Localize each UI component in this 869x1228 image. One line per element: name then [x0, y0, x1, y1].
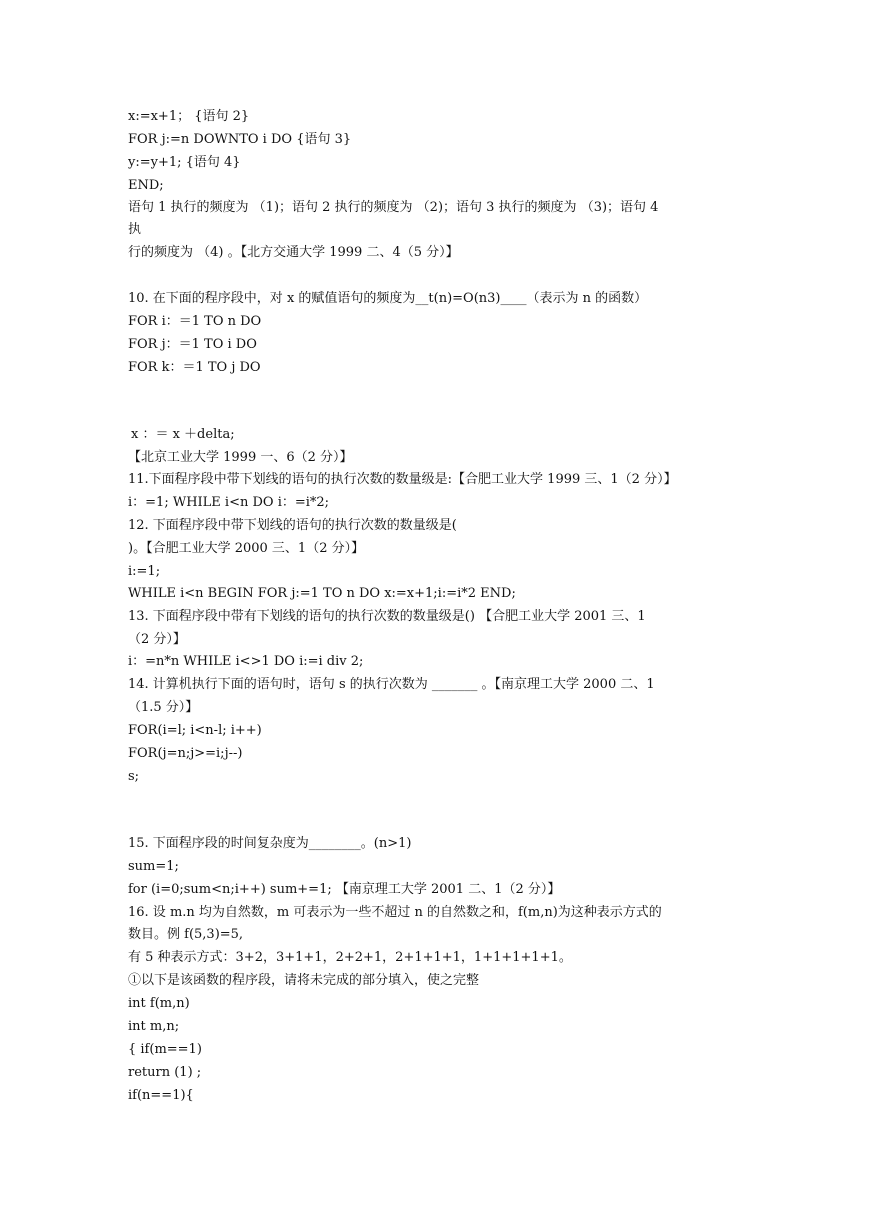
code-line: s; — [128, 769, 140, 784]
code-line: { if(m==1) — [128, 1042, 202, 1057]
question-15: 15. 下面程序段的时间复杂度为________。(n>1) — [128, 836, 412, 851]
text-line: 语句 1 执行的频度为 （1)；语句 2 执行的频度为 （2)；语句 3 执行的频度为 （3)；语句 4 — [128, 200, 659, 215]
text-line: )。【合肥工业大学 2000 三、1（2 分）】 — [128, 541, 365, 556]
code-line: return (1) ; — [128, 1065, 202, 1080]
code-line: FOR i：＝1 TO n DO — [128, 314, 262, 329]
question-11: 11.下面程序段中带下划线的语句的执行次数的数量级是:【合肥工业大学 1999 三、1（2 分）】 — [128, 472, 677, 487]
code-line: y:=y+1; {语句 4} — [128, 155, 241, 170]
code-line: int m,n; — [128, 1019, 180, 1034]
question-10: 10. 在下面的程序段中，对 x 的赋值语句的频度为__t(n)=O(n3)____（表示为 n 的函数） — [128, 291, 648, 306]
code-line: FOR j：＝1 TO i DO — [128, 337, 257, 352]
question-13: 13. 下面程序段中带有下划线的语句的执行次数的数量级是() 【合肥工业大学 2001 三、1 — [128, 609, 646, 624]
text-line: 数目。例 f(5,3)=5, — [128, 927, 244, 942]
question-12: 12. 下面程序段中带下划线的语句的执行次数的数量级是( — [128, 518, 457, 533]
code-line: sum=1; — [128, 859, 179, 874]
text-line: 行的频度为 （4) 。【北方交通大学 1999 二、4（5 分）】 — [128, 245, 459, 260]
text-line: ①以下是该函数的程序段，请将未完成的部分填入，使之完整 — [128, 973, 480, 988]
text-line: 有 5 种表示方式：3+2，3+1+1，2+2+1，2+1+1+1，1+1+1+1+1。 — [128, 950, 572, 965]
code-line: FOR k：＝1 TO j DO — [128, 360, 261, 375]
code-line: i：=n*n WHILE i<>1 DO i:=i div 2; — [128, 654, 364, 669]
code-line: FOR(j=n;j>=i;j--) — [128, 746, 243, 761]
code-line: if(n==1){ — [128, 1088, 194, 1103]
code-line: END; — [128, 178, 164, 193]
code-line: FOR j:=n DOWNTO i DO {语句 3} — [128, 132, 352, 147]
text-line: 执 — [128, 222, 142, 237]
code-line: x:=x+1； {语句 2} — [128, 109, 250, 124]
code-line: WHILE i<n BEGIN FOR j:=1 TO n DO x:=x+1;i:=i*2 END; — [128, 586, 516, 601]
code-line: int f(m,n) — [128, 996, 190, 1011]
code-line: FOR(i=l; i<n-l; i++) — [128, 723, 262, 738]
text-line: （1.5 分）】 — [128, 700, 199, 715]
text-line: （2 分）】 — [128, 632, 186, 647]
source-line: 【北京工业大学 1999 一、6（2 分）】 — [128, 450, 353, 465]
code-line: for (i=0;sum<n;i++) sum+=1; 【南京理工大学 2001 二、1（2 分）】 — [128, 882, 561, 897]
code-line: i:=1; — [128, 564, 161, 579]
question-16: 16. 设 m.n 均为自然数，m 可表示为一些不超过 n 的自然数之和，f(m,n)为这种表示方式的 — [128, 905, 662, 920]
code-line: i：=1; WHILE i<n DO i：=i*2; — [128, 495, 330, 510]
code-line: x ：＝ x ＋delta; — [131, 427, 235, 442]
question-14: 14. 计算机执行下面的语句时，语句 s 的执行次数为 _______ 。【南京理工大学 2000 二、1 — [128, 677, 655, 692]
